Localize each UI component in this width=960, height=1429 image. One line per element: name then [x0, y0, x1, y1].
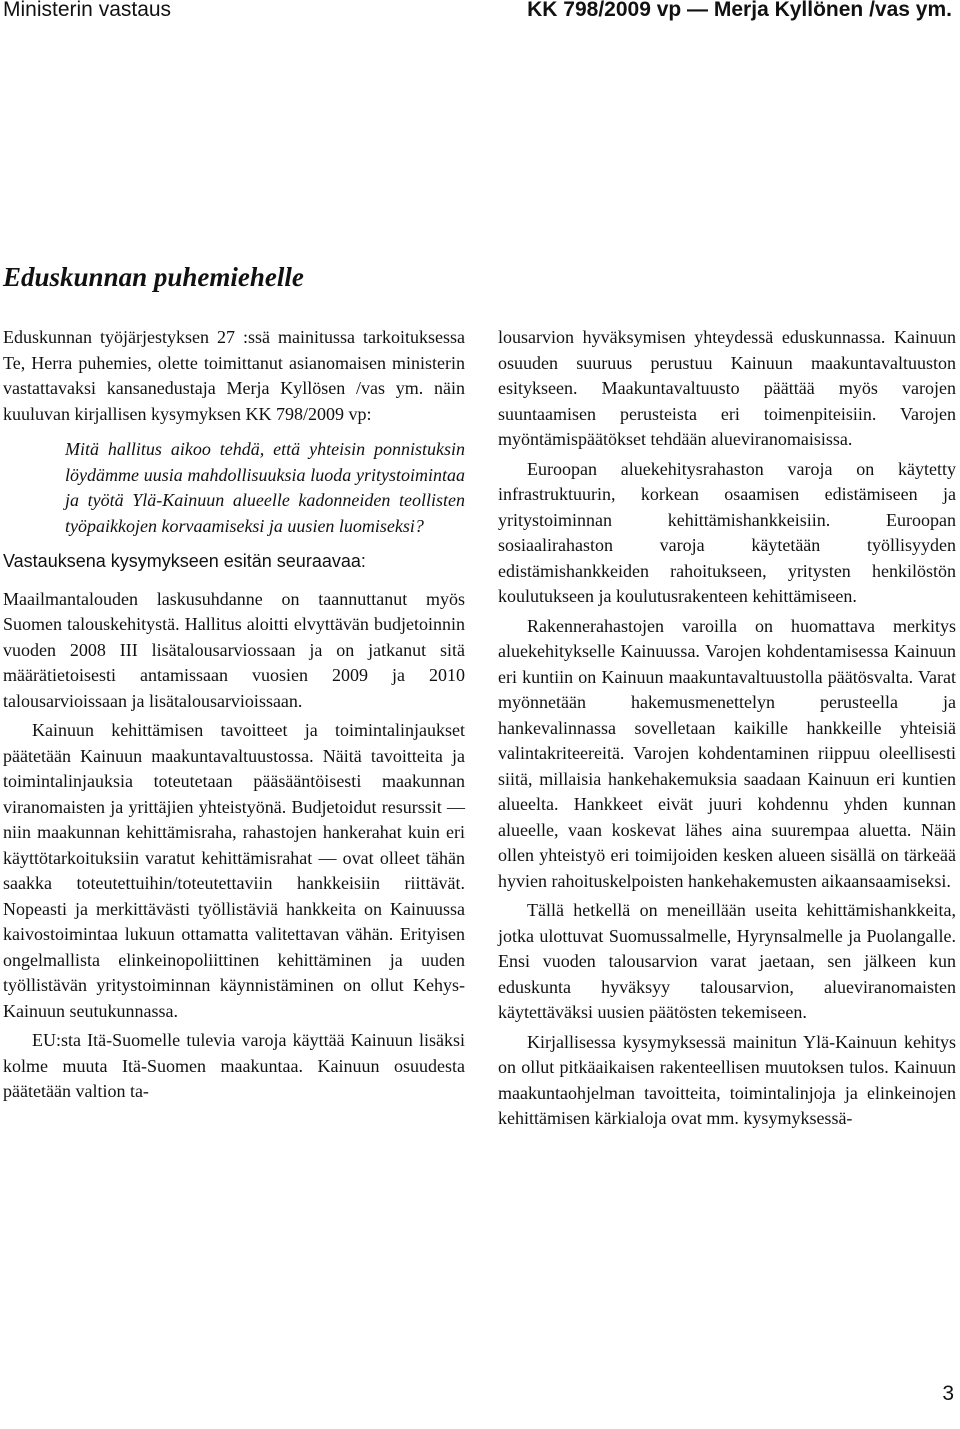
answer-paragraph-2: Kainuun kehittämisen tavoitteet ja toimintalinjaukset päätetään Kainuun maakuntavaltuustossa. Näitä tavoitteita ja toimintalinjauksia toteutetaan pääsääntöisesti maakunnan viranomaisten ja yrittäjien yhteistyönä. Budjetoidut resurssit — niin maakunnan kehittämisraha, rahastojen hankerahat kuin eri käyttötarkoituksiin varatut kehittämisrahat — ovat olleet tähän saakka toteutettuihin/toteutettaviin hankkeisiin riittävät. Nopeasti ja merkittävästi työllistäviä hankkeita on Kainuussa kaivostoimintaa lukuun ottamatta valitettavan vähän. Erityisen ongelmallista elinkeinopoliittinen kehittäminen ja uuden työllistävän yritystoiminnan käynnistäminen on ollut Kehys-Kainuun seutukunnassa.: [3, 720, 465, 1021]
right-paragraph-0: lousarvion hyväksymisen yhteydessä eduskunnassa. Kainuun osuuden suuruus perustuu Kainuun maakuntavaltuuston esitykseen. Maakuntavaltuusto päättää myös varojen suuntaamisen perusteista eri toimenpiteisiin. Varojen myöntämispäätökset tehdään alueviranomaisissa.: [498, 327, 956, 449]
answer-intro: Vastauksena kysymykseen esitän seuraavaa:: [3, 551, 366, 571]
header-document-reference: KK 798/2009 vp — Merja Kyllönen /vas ym.: [527, 0, 952, 21]
right-paragraph-4: Kirjallisessa kysymyksessä mainitun Ylä-Kainuun kehitys on ollut pitkäaikaisen rakenteellisen muutoksen tulos. Kainuun maakuntaohjelman tavoitteita, toimintalinjoja ja elinkeinojen kehittämisen kärkialoja ovat mm. kysymyksessä-: [498, 1031, 956, 1128]
page-header: [0, 0, 960, 30]
right-column: [498, 325, 956, 1132]
left-column: [3, 325, 465, 1105]
right-paragraph-3: Tällä hetkellä on meneillään useita kehittämishankkeita, jotka ulottuvat Suomussalmelle, Hyrynsalmelle ja Puolangalle. Ensi vuoden talousarvion varat jaetaan, sen jälkeen kun eduskunta hyväksyy talousarvion, alueviranomaisten käytettäväksi uusien päätösten tekemiseen.: [498, 900, 956, 1022]
header-document-type: Ministerin vastaus: [3, 0, 172, 21]
page-heading: Eduskunnan puhemiehelle: [3, 262, 304, 292]
answer-paragraph-3: EU:sta Itä-Suomelle tulevia varoja käyttää Kainuun lisäksi kolme muuta Itä-Suomen maakuntaa. Kainuun osuudesta päätetään valtion ta-: [3, 1030, 465, 1101]
answer-paragraph-1: Maailmantalouden laskusuhdanne on taannuttanut myös Suomen talouskehitystä. Hallitus aloitti elvyttävän budjetoinnin vuoden 2008 III lisätalousarviossaan ja on jatkanut sitä määrätietoisesti antamissaan vuosien 2009 ja 2010 talousarvioissaan ja lisätalousarvioissaan.: [3, 588, 465, 711]
right-paragraph-2: Rakennerahastojen varoilla on huomattava merkitys aluekehitykselle Kainuussa. Varojen kohdentamisessa Kainuun eri kuntiin on Kainuun maakuntavaltuustolla päätösvalta. Varat myönnetään hakemusmenettelyn perusteella ja hankevalinnassa sovelletaan kaikille hankkeille yhteisiä valintakriteereitä. Varojen kohdentaminen riippuu oleellisesti siitä, millaisia hankehakemuksia saadaan Kainuun eri kuntien alueelta. Hankkeet eivät juuri kohdennu yhden kunnan alueelle, vaan koskevat lähes aina suurempaa aluetta. Näin ollen yhteistyö eri toimijoiden kesken alueen sisällä on tärkeää hyvien rahoituskelpoisten hankehakemusten aikaansaamiseksi.: [498, 615, 956, 891]
intro-paragraph: Eduskunnan työjärjestyksen 27 :ssä mainitussa tarkoituksessa Te, Herra puhemies, olette toimittanut asianomaisen ministerin vastattavaksi kansanedustaja Merja Kyllösen /vas ym. näin kuuluvan kirjallisen kysymyksen KK 798/2009 vp:: [3, 327, 465, 424]
page-number: 3: [942, 1382, 954, 1405]
question-text: Mitä hallitus aikoo tehdä, että yhteisin ponnistuksin löydämme uusia mahdollisuuksia luoda yritystoimintaa ja työtä Ylä-Kainuun alueelle kadonneiden teollisten työpaikkojen korvaamiseksi ja uusien luomiseksi?: [65, 439, 465, 536]
right-paragraph-1: Euroopan aluekehitysrahaston varoja on käytetty infrastruktuurin, korkean osaamisen edistämiseen ja yritystoiminnan kehittämishankkeisiin. Euroopan sosiaalirahaston varoja käytetään työllisyyden edistämishankkeiden rahoitukseen, yritysten henkilöstön koulutukseen ja koulutusrakenteen kehittämiseen.: [498, 458, 956, 606]
